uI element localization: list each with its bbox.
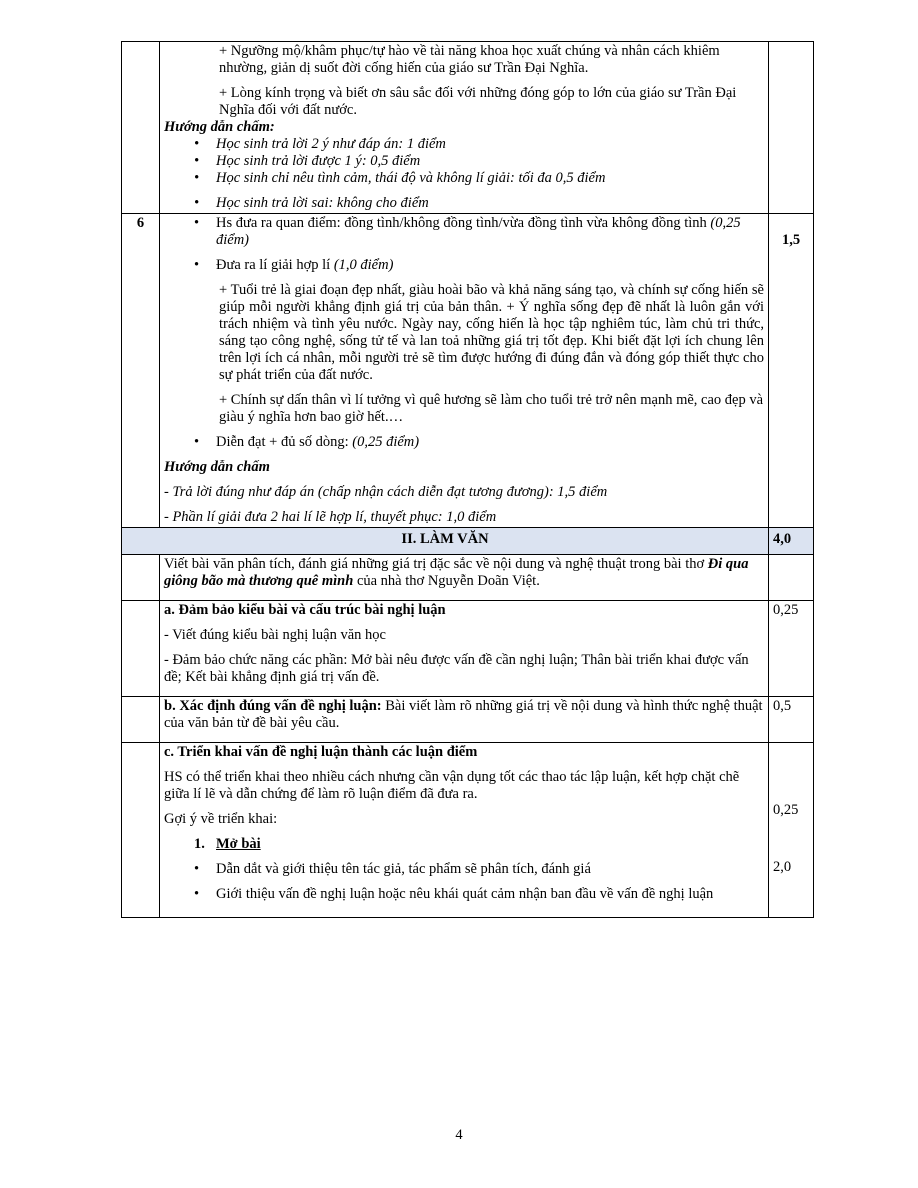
part-c-score-1: 0,25 — [773, 802, 799, 818]
part-a-row — [122, 601, 814, 697]
q5-guide-item: • Học sinh chỉ nêu tình cảm, thái độ và không lí giải: tối đa 0,5 điểm — [164, 170, 764, 187]
q6-guide-2: - Phần lí giải đưa 2 hai lí lẽ hợp lí, thuyết phục: 1,0 điểm — [164, 509, 497, 525]
page-number: 4 — [455, 1127, 463, 1143]
part-c-title: c. Triển khai vấn đề nghị luận thành các luận điểm — [164, 744, 478, 760]
q5-p2: + Lòng kính trọng và biết ơn sâu sắc đối với những đóng góp to lớn của giáo sư Trần Đại Nghĩa đối với đất nước. — [219, 85, 737, 118]
part-a-title: a. Đảm bảo kiểu bài và cấu trúc bài nghị luận — [164, 602, 446, 618]
q6-guide-title: Hướng dẫn chấm — [164, 459, 270, 475]
part-c-row — [122, 743, 814, 918]
q5-guide-list — [164, 136, 764, 212]
q5-guide-title: Hướng dẫn chấm: — [164, 119, 275, 135]
answer-table — [121, 41, 814, 918]
q6-number: 6 — [122, 214, 160, 528]
part-c-item-1: 1. Mở bài — [194, 836, 261, 852]
q6-p2: + Chính sự dấn thân vì lí tưởng vì quê hương sẽ làm cho tuổi trẻ trở nên mạnh mẽ, cao đẹp và giàu ý nghĩa hơn bao giờ hết.… — [219, 392, 764, 425]
q6-bullet-1: • Hs đưa ra quan điểm: đồng tình/không đồng tình/vừa đồng tình vừa không đồng tình (0,25 điểm) — [164, 215, 764, 249]
q5-guide-item: • Học sinh trả lời sai: không cho điểm — [164, 195, 764, 212]
part-c-bullet: • Giới thiệu vấn đề nghị luận hoặc nêu khái quát cảm nhận ban đầu về vấn đề nghị luận — [164, 886, 764, 903]
essay-prompt: Viết bài văn phân tích, đánh giá những giá trị đặc sắc về nội dung và nghệ thuật trong bài thơ Đi qua giông bão mà thương quê mình của nhà thơ Nguyễn Doãn Việt. — [160, 555, 769, 601]
part-c-p2: Gợi ý về triển khai: — [164, 811, 278, 827]
part-b-text: b. Xác định đúng vấn đề nghị luận: Bài viết làm rõ những giá trị về nội dung và hình thức nghệ thuật của văn bản từ đề bài yêu cầu. — [160, 697, 769, 743]
q6-row — [122, 214, 814, 528]
prompt-row — [122, 555, 814, 601]
part-c-bullet: • Dẫn dắt và giới thiệu tên tác giả, tác phẩm sẽ phân tích, đánh giá — [164, 861, 764, 878]
q5-p1: + Ngưỡng mộ/khâm phục/tự hào về tài năng khoa học xuất chúng và nhân cách khiêm nhường, giản dị suốt đời cống hiến của giáo sư Trần Đại Nghĩa. — [219, 43, 720, 76]
q6-bullet-2: • Đưa ra lí giải hợp lí (1,0 điểm) — [164, 257, 764, 274]
part-a-score: 0,25 — [769, 601, 814, 697]
q5-guide-item: • Học sinh trả lời 2 ý như đáp án: 1 điểm — [164, 136, 764, 153]
section-score: 4,0 — [769, 528, 814, 555]
q6-score: 1,5 — [769, 214, 814, 528]
part-b-score: 0,5 — [769, 697, 814, 743]
part-b-row — [122, 697, 814, 743]
q6-bullet-3: • Diễn đạt + đủ số dòng: (0,25 điểm) — [164, 434, 764, 451]
q6-p1: + Tuổi trẻ là giai đoạn đẹp nhất, giàu hoài bão và khả năng sáng tạo, và chính sự cống hiến sẽ giúp mỗi người khẳng định giá trị của bản thân. + Ý nghĩa sống đẹp đẽ nhất là luôn gắn với trách nhiệm và tình yêu nước. Ngày nay, cống hiến là học tập nghiêm túc, làm chủ tri thức, sáng tạo công nghệ, sống tử tế và lan toả những giá trị tốt đẹp. Khi biết đặt lợi ích chung lên trên lợi ích cá nhân, mỗi người trẻ sẽ tìm được hướng đi đúng đắn và đóng góp thiết thực cho sự phát triển của đất nước. — [219, 282, 764, 383]
section-title: II. LÀM VĂN — [122, 528, 769, 555]
part-a-line-1: - Viết đúng kiểu bài nghị luận văn học — [164, 627, 386, 643]
q5-row — [122, 42, 814, 214]
part-a-line-2: - Đảm bảo chức năng các phần: Mở bài nêu được vấn đề cần nghị luận; Thân bài triển khai được vấn đề; Kết bài khẳng định giá trị vấn đề. — [164, 652, 749, 685]
part-c-score-2: 2,0 — [773, 859, 792, 875]
part-c-p1: HS có thể triển khai theo nhiều cách nhưng cần vận dụng tốt các thao tác lập luận, kết hợp chặt chẽ giữa lí lẽ và dẫn chứng để làm rõ luận điểm đã đưa ra. — [164, 769, 740, 802]
q5-guide-item: • Học sinh trả lời được 1 ý: 0,5 điểm — [164, 153, 764, 170]
section-header-row — [122, 528, 814, 555]
q6-guide-1: - Trả lời đúng như đáp án (chấp nhận cách diễn đạt tương đương): 1,5 điểm — [164, 484, 608, 500]
